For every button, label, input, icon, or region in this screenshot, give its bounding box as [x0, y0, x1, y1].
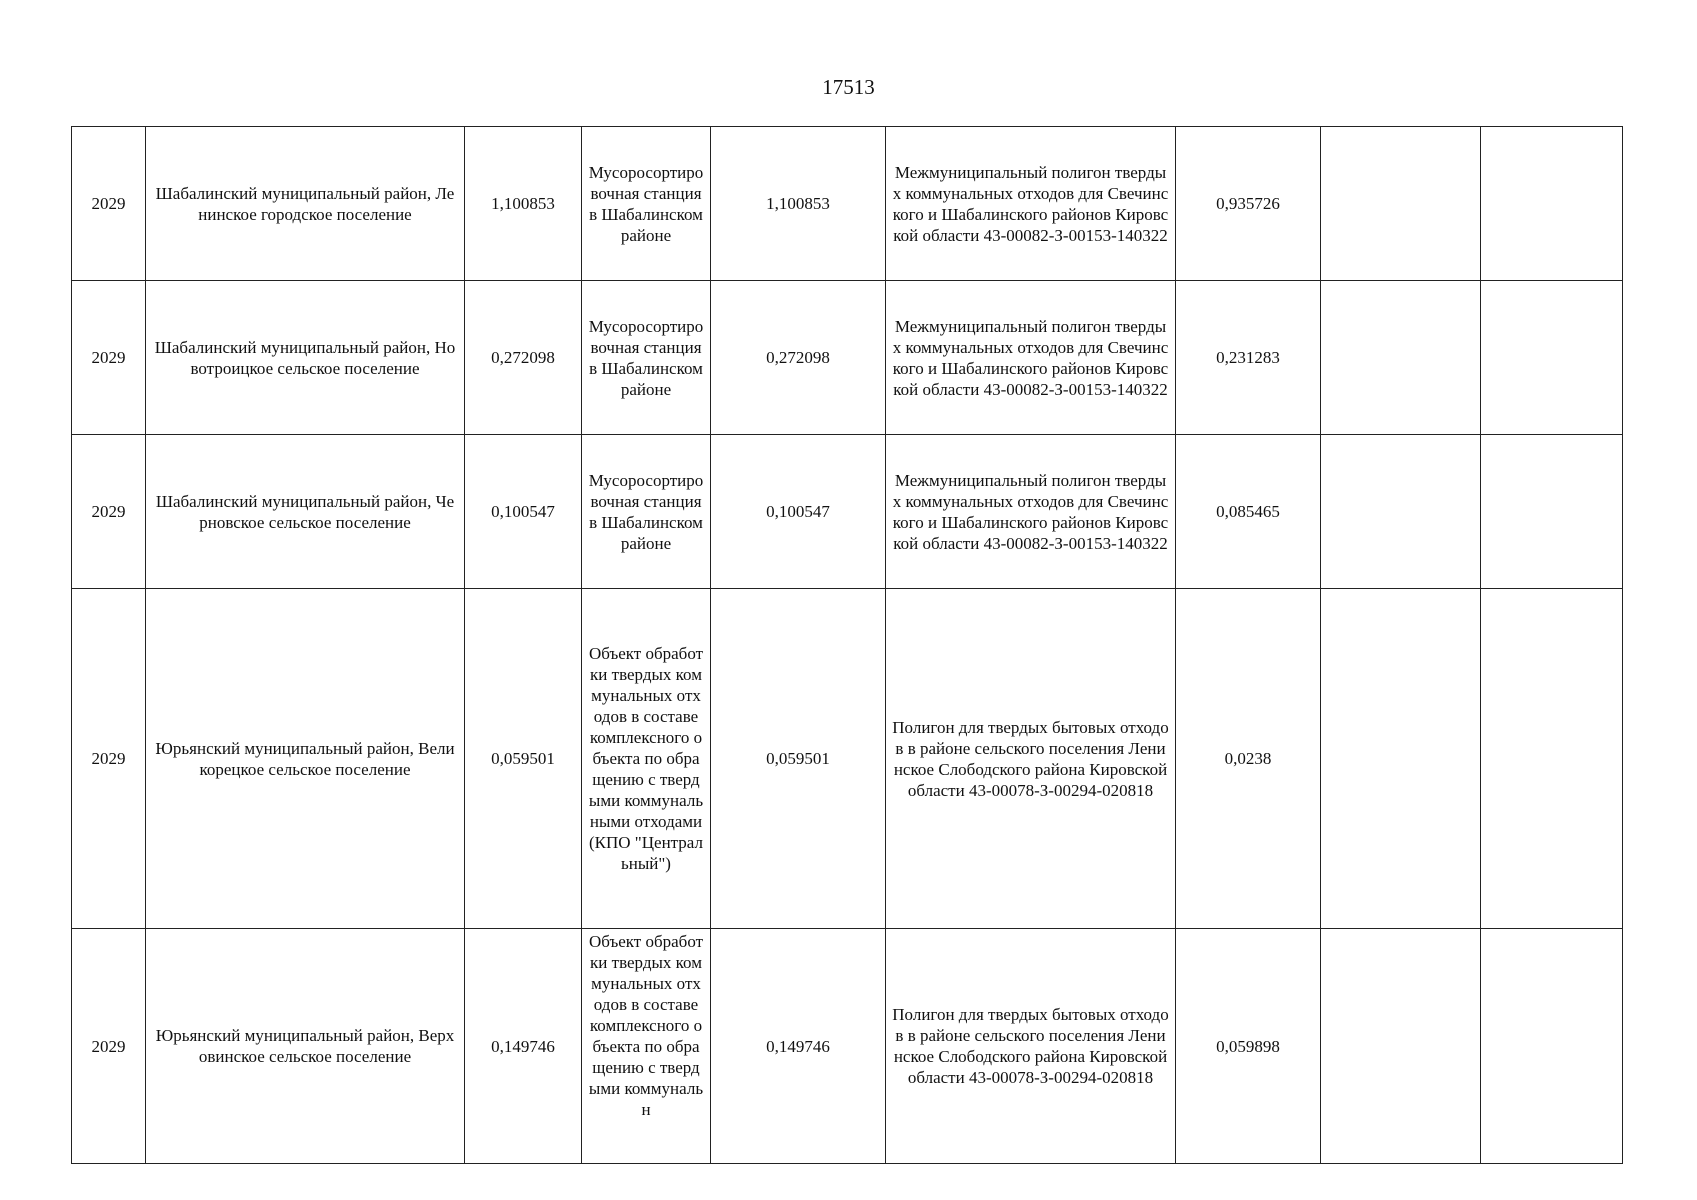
object-cell: Объект обработки твердых коммунальных отходов в составе комплексного объекта по обращению с твердыми коммунальн: [582, 929, 711, 1164]
waste-flow-table: [71, 126, 1623, 1164]
volume2-cell: 0,100547: [711, 435, 886, 589]
municipality-cell: Шабалинский муниципальный район, Ленинское городское поселение: [146, 127, 465, 281]
volume-cell: 0,149746: [465, 929, 582, 1164]
table-row: [72, 929, 1623, 1164]
year-cell: 2029: [72, 281, 146, 435]
year-cell: 2029: [72, 929, 146, 1164]
empty-cell: [1321, 929, 1481, 1164]
empty-cell: [1481, 127, 1623, 281]
amount-cell: 0,231283: [1176, 281, 1321, 435]
facility-cell: Полигон для твердых бытовых отходов в районе сельского поселения Ленинское Слободского района Кировской области 43-00078-З-00294-020818: [886, 929, 1176, 1164]
empty-cell: [1481, 281, 1623, 435]
empty-cell: [1321, 435, 1481, 589]
table-row: [72, 435, 1623, 589]
volume-cell: 1,100853: [465, 127, 582, 281]
amount-cell: 0,0238: [1176, 589, 1321, 929]
municipality-cell: Юрьянский муниципальный район, Верховинское сельское поселение: [146, 929, 465, 1164]
volume-cell: 0,059501: [465, 589, 582, 929]
empty-cell: [1481, 435, 1623, 589]
facility-cell: Полигон для твердых бытовых отходов в районе сельского поселения Ленинское Слободского района Кировской области 43-00078-З-00294-020818: [886, 589, 1176, 929]
empty-cell: [1481, 929, 1623, 1164]
volume2-cell: 0,059501: [711, 589, 886, 929]
volume2-cell: 0,149746: [711, 929, 886, 1164]
facility-cell: Межмуниципальный полигон твердых коммунальных отходов для Свечинского и Шабалинского районов Кировской области 43-00082-З-00153-140322: [886, 435, 1176, 589]
empty-cell: [1321, 589, 1481, 929]
table-row: [72, 589, 1623, 929]
municipality-cell: Шабалинский муниципальный район, Новотроицкое сельское поселение: [146, 281, 465, 435]
volume2-cell: 0,272098: [711, 281, 886, 435]
year-cell: 2029: [72, 589, 146, 929]
empty-cell: [1481, 589, 1623, 929]
empty-cell: [1321, 281, 1481, 435]
empty-cell: [1321, 127, 1481, 281]
object-cell: Мусоросортировочная станция в Шабалинском районе: [582, 435, 711, 589]
amount-cell: 0,059898: [1176, 929, 1321, 1164]
page-number: 17513: [822, 75, 875, 99]
table-row: [72, 127, 1623, 281]
table-row: [72, 281, 1623, 435]
year-cell: 2029: [72, 127, 146, 281]
volume-cell: 0,272098: [465, 281, 582, 435]
object-cell: Мусоросортировочная станция в Шабалинском районе: [582, 127, 711, 281]
municipality-cell: Шабалинский муниципальный район, Черновское сельское поселение: [146, 435, 465, 589]
amount-cell: 0,935726: [1176, 127, 1321, 281]
facility-cell: Межмуниципальный полигон твердых коммунальных отходов для Свечинского и Шабалинского районов Кировской области 43-00082-З-00153-140322: [886, 127, 1176, 281]
volume-cell: 0,100547: [465, 435, 582, 589]
year-cell: 2029: [72, 435, 146, 589]
object-cell: Объект обработки твердых коммунальных отходов в составе комплексного объекта по обращению с твердыми коммунальными отходами (КПО "Центральный"): [582, 589, 711, 929]
object-cell: Мусоросортировочная станция в Шабалинском районе: [582, 281, 711, 435]
amount-cell: 0,085465: [1176, 435, 1321, 589]
volume2-cell: 1,100853: [711, 127, 886, 281]
facility-cell: Межмуниципальный полигон твердых коммунальных отходов для Свечинского и Шабалинского районов Кировской области 43-00082-З-00153-140322: [886, 281, 1176, 435]
municipality-cell: Юрьянский муниципальный район, Великорецкое сельское поселение: [146, 589, 465, 929]
